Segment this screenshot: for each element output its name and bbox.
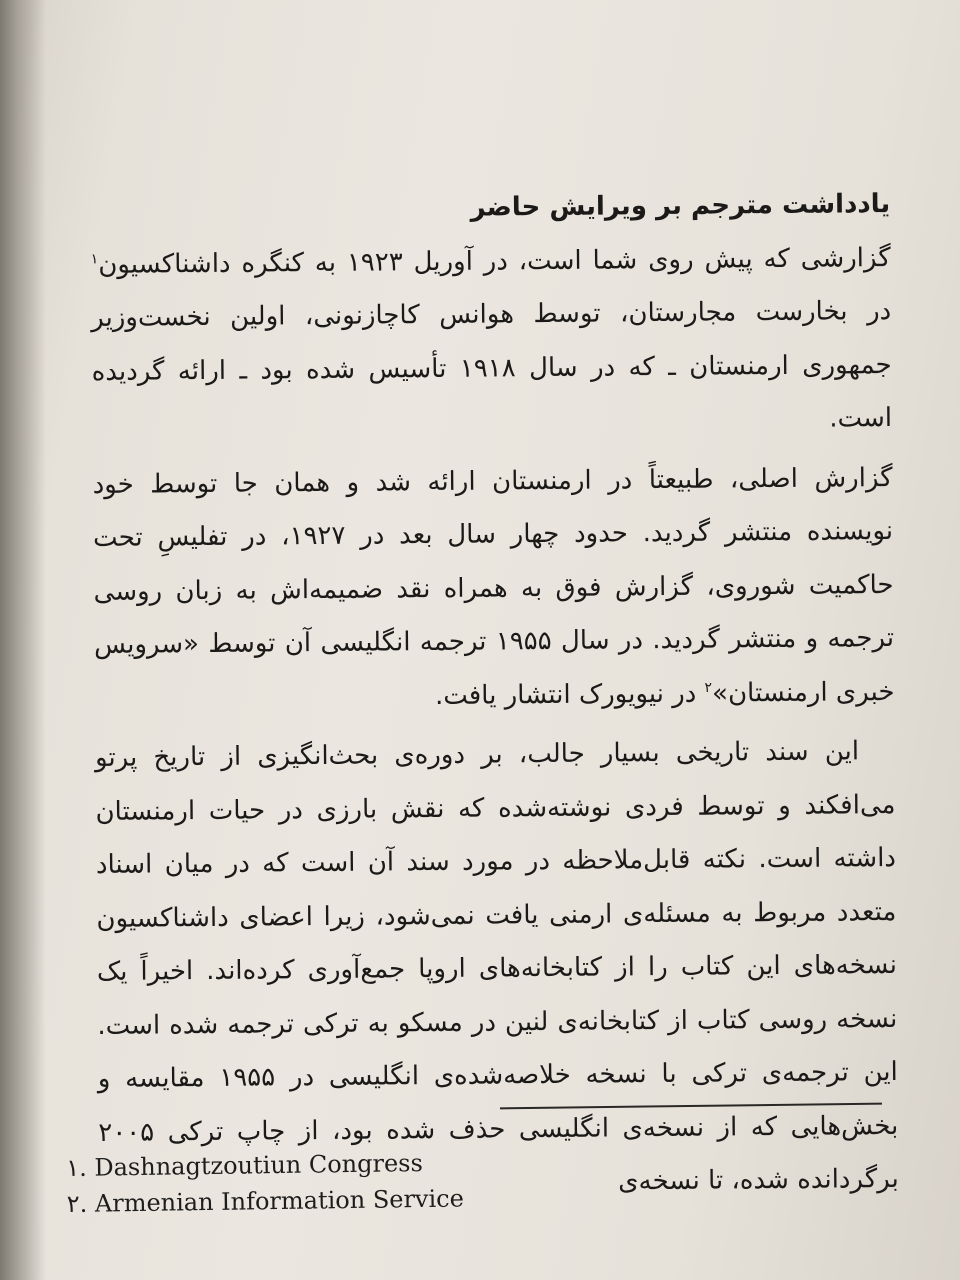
footnote-ref-1: ۱ (90, 250, 99, 267)
book-spine-shadow (0, 0, 46, 1280)
footnote-2-marker: ۲ (66, 1189, 80, 1218)
paragraph-1-text-b: در بخارست مجارستان، توسط هوانس کاچازنونی، اولین نخست‌وزیر جمهوری ارمنستان ـ که در سال ۱۹۱۸ تأسیس شده بود ـ ارائه گردیده است. (91, 295, 893, 434)
footnote-2 (67, 1178, 667, 1222)
paragraph-2 (92, 451, 894, 725)
paragraph-3 (95, 725, 899, 1213)
footnote-2-text: . Armenian Information Service (79, 1184, 465, 1218)
paragraph-2-text-a: گزارش اصلی، طبیعتاً در ارمنستان ارائه شد و همان جا توسط خود نویسنده منتشر گردید. حدود چهار سال بعد در ۱۹۲۷، در تفلیسِ تحت حاکمیت شوروی، گزارش فوق به همراه نقد ضمیمه‌اش به زبان روسی ترجمه و منتشر گردید. در سال ۱۹۵۵ ترجمه انگلیسی آن توسط «سرویس خبری ارمنستان» (92, 462, 895, 709)
paragraph-1-text-a: گزارشی که پیش روی شما است، در آوریل ۱۹۲۳ به کنگره داشناکسیون (98, 242, 891, 280)
paragraph-3-text: این سند تاریخی بسیار جالب، بر دوره‌ی بحث‌انگیزی از تاریخ پرتو می‌افکند و توسط فردی نوشته‌شده که نقش بارزی در حیات ارمنستان داشته است. نکته قابل‌ملاحظه در مورد سند آن است که در میان اسناد متعدد مربوط به مسئله‌ی ارمنی یافت نمی‌شود، زیرا اعضای داشناکسیون نسخه‌های این کتاب را از کتابخانه‌های اروپا جمع‌آوری کرده‌اند. اخیراً یک نسخه روسی کتاب از کتابخانه‌ی لنین در مسکو به ترکی ترجمه شده است. این ترجمه‌ی ترکی با نسخه خلاصه‌شده‌ی انگلیسی در ۱۹۵۵ مقایسه و بخش‌هایی که از نسخه‌ی انگلیسی حذف شده بود، از چاپ ترکی ۲۰۰۵ برگردانده شده، تا نسخه‌ی (94, 736, 899, 1197)
footnote-ref-2: ۲ (704, 679, 713, 696)
paragraph-2-text-b: در نیویورک انتشار یافت. (434, 678, 705, 711)
page-body (90, 178, 899, 1213)
footnote-1-text: . Dashnagtzoutiun Congress (78, 1149, 424, 1182)
footnotes (66, 1142, 667, 1222)
paragraph-1 (90, 178, 892, 452)
section-heading: یادداشت مترجم بر ویرایش حاضر (470, 188, 891, 223)
footnote-1-marker: ۱ (66, 1153, 80, 1182)
